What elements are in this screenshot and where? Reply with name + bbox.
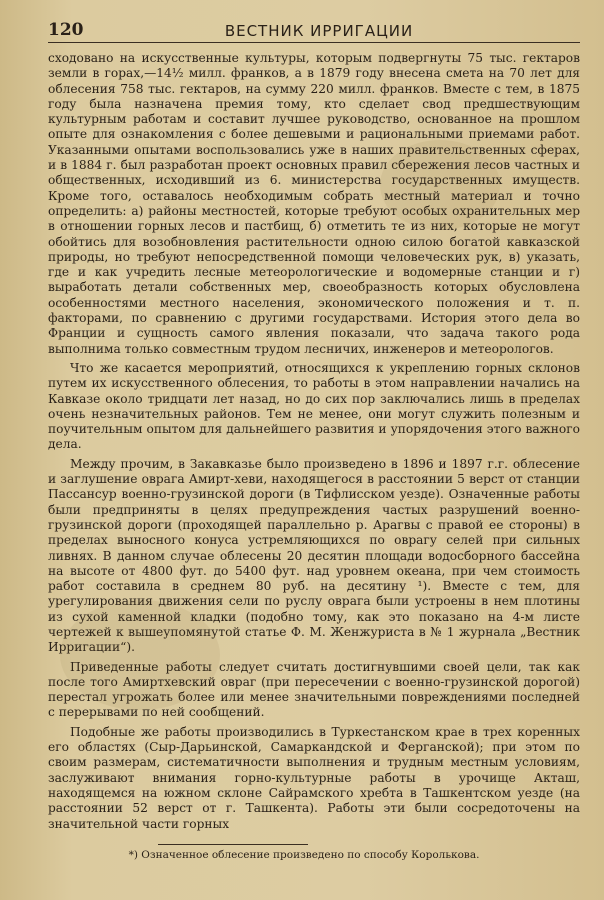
paragraph: сходовано на искусственные культуры, которым подвергнуты 75 тыс. гектаров земли в горах,—14½ милл. франков, а в 1879 году внесена смета на 70 лет для облесения 758 тыс. гектаров, на сумму 220 милл. франков. Вместе с тем, в 1875 году была назначена премия тому, кто сделает свод предшествующим культурным работам и составит лучшее руководство, основанное на прошлом опыте для ознакомления с более дешевыми и рациональными приемами работ. Указанными опытами воспользовались уже в наших правительственных сферах, и в 1884 г. был разработан проект основных правил сбережения лесов частных и общественных, исходивший из 6. министерства государственных имуществ. Кроме того, оставалось необходимым собрать местный материал и точно определить: а) районы местностей, которые требуют особых охранительных мер в отношении горных лесов и пастбищ, б) отметить те из них, которые не могут обойтись для возобновления растительности одною силою богатой кавказской природы, но требуют непосредственной помощи человеческих рук, в) указать, где и как учредить лесные метеорологические и водомерные станции и г) выработать детали собственных мер, своеобразность которых обусловлена особенностями местного населения, экономического положения и т. п. факторами, по сравнению с другими государствами. История этого дела во Франции и сущность самого явления показали, что задача такого рода выполнима только совместным трудом лесничих, инженеров и метеорологов. (48, 51, 580, 356)
footnote-divider (158, 844, 308, 845)
paragraph: Между прочим, в Закавказье было произведено в 1896 и 1897 г.г. облесение и заглушение оврага Амирт-хеви, находящегося в расстоянии 5 верст от станции Пассансур военно-грузинской дороги (в Тифлисском уезде). Означенные работы были предприняты в целях предупреждения частых разрушений военно-грузинской дороги (проходящей параллельно р. Арагвы с правой ее стороны) в пределах выносного конуса устремляющихся по оврагу селей при сильных ливнях. В данном случае облесены 20 десятин площади водосборного бассейна на высоте от 4800 фут. до 5400 фут. над уровнем океана, при чем стоимость работ составила в среднем 80 руб. на десятину ¹). Вместе с тем, для урегулирования движения сели по руслу оврага были устроены в нем плотины из сухой каменной кладки (подобно тому, как это показано на 4-м листе чертежей к вышеупомянутой статье Ф. М. Женжуриста в № 1 журнала „Вестник Ирригации“). (48, 456, 580, 655)
paragraph: Подобные же работы производились в Туркестанском крае в трех коренных его областях (Сыр-Дарьинской, Самаркандской и Ферганской); при этом по своим размерам, систематичности выполнения и трудным местным условиям, заслуживают внимания горно-культурные работы в урочище Акташ, находящемся на южном склоне Сайрамского хребта в Ташкентском уезде (на расстоянии 52 верст от г. Ташкента). Работы эти были сосредоточены на значительной части горных (48, 724, 580, 831)
paragraph: Что же касается мероприятий, относящихся к укреплению горных склонов путем их искусственного облесения, то работы в этом направлении начались на Кавказе около тридцати лет назад, но до сих пор заключались лишь в пределах очень незначительных районов. Тем не менее, они могут служить полезным и поучительным опытом для дальнейшего развития и упорядочения этого важного дела. (48, 360, 580, 452)
footnote: *) Означенное облесение произведено по способу Королькова. (128, 848, 480, 861)
running-title: ВЕСТНИК ИРРИГАЦИИ (224, 22, 414, 40)
page-header (48, 16, 580, 43)
paragraph: Приведенные работы следует считать достигнувшими своей цели, так как после того Амиртхевский овраг (при пересечении с военно-грузинской дорогой) перестал угрожать более или менее значительными повреждениями последней с перерывами по ней сообщений. (48, 659, 580, 720)
body-text (48, 51, 580, 832)
page-number: 120 (48, 20, 84, 40)
